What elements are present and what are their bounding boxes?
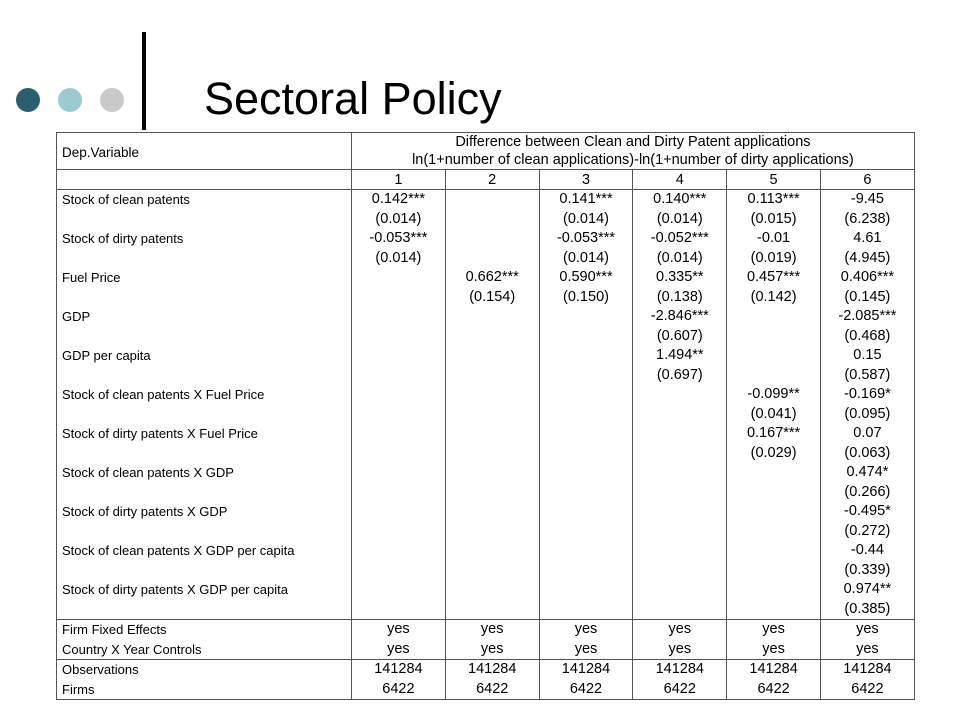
coefficient-cell: 0.113*** xyxy=(727,190,821,210)
coefficient-cell: -0.053*** xyxy=(539,229,633,249)
coefficient-cell: 0.335** xyxy=(633,268,727,288)
coefficient-cell xyxy=(539,346,633,366)
standard-error-cell xyxy=(445,210,539,230)
coefficient-cell xyxy=(633,580,727,600)
standard-error-cell: (0.607) xyxy=(633,327,727,347)
coefficient-cell xyxy=(539,580,633,600)
standard-error-label-blank xyxy=(57,483,352,503)
coefficient-cell: 0.457*** xyxy=(727,268,821,288)
coefficient-cell: -0.099** xyxy=(727,385,821,405)
control-value: yes xyxy=(727,640,821,660)
standard-error-row xyxy=(57,210,915,230)
coefficient-cell: 0.974** xyxy=(820,580,914,600)
coefficient-row xyxy=(57,229,915,249)
coefficient-cell: 0.167*** xyxy=(727,424,821,444)
stat-value: 6422 xyxy=(727,680,821,700)
standard-error-cell: (0.145) xyxy=(820,288,914,308)
standard-error-cell xyxy=(539,327,633,347)
stat-value: 141284 xyxy=(727,660,821,680)
variable-label: Fuel Price xyxy=(57,268,352,288)
standard-error-label-blank xyxy=(57,288,352,308)
stat-label: Observations xyxy=(57,660,352,680)
control-value: yes xyxy=(445,640,539,660)
coefficient-cell: -2.846*** xyxy=(633,307,727,327)
slide-bullet-dots xyxy=(16,88,128,112)
coefficient-cell: 0.142*** xyxy=(352,190,446,210)
coefficient-cell: -0.44 xyxy=(820,541,914,561)
standard-error-cell: (0.014) xyxy=(539,210,633,230)
stat-value: 141284 xyxy=(352,660,446,680)
variable-label: Stock of dirty patents X Fuel Price xyxy=(57,424,352,444)
variable-label: Stock of dirty patents xyxy=(57,229,352,249)
control-value: yes xyxy=(445,620,539,640)
variable-label: Stock of clean patents X GDP xyxy=(57,463,352,483)
coefficient-cell xyxy=(633,424,727,444)
column-number: 4 xyxy=(633,170,727,190)
standard-error-label-blank xyxy=(57,366,352,386)
coefficient-cell: 0.140*** xyxy=(633,190,727,210)
coefficient-cell: -9.45 xyxy=(820,190,914,210)
standard-error-row xyxy=(57,405,915,425)
standard-error-cell xyxy=(539,366,633,386)
standard-error-cell: (4.945) xyxy=(820,249,914,269)
stat-value: 6422 xyxy=(539,680,633,700)
variable-label: Stock of dirty patents X GDP xyxy=(57,502,352,522)
coefficient-row xyxy=(57,541,915,561)
slide-title: Sectoral Policy xyxy=(204,73,502,124)
standard-error-cell xyxy=(445,444,539,464)
coefficient-cell: 0.590*** xyxy=(539,268,633,288)
control-value: yes xyxy=(352,620,446,640)
standard-error-cell: (0.014) xyxy=(352,249,446,269)
control-value: yes xyxy=(727,620,821,640)
standard-error-cell xyxy=(352,288,446,308)
standard-error-cell: (0.014) xyxy=(539,249,633,269)
standard-error-cell: (0.041) xyxy=(727,405,821,425)
coefficient-cell: 0.406*** xyxy=(820,268,914,288)
coefficient-cell xyxy=(727,502,821,522)
standard-error-cell: (0.095) xyxy=(820,405,914,425)
stats-section xyxy=(57,660,915,700)
standard-error-cell xyxy=(352,522,446,542)
variable-label: Stock of clean patents X GDP per capita xyxy=(57,541,352,561)
stat-row xyxy=(57,680,915,700)
variables-section xyxy=(57,190,915,620)
standard-error-row xyxy=(57,444,915,464)
standard-error-cell xyxy=(445,405,539,425)
coefficient-cell xyxy=(539,385,633,405)
stat-value: 141284 xyxy=(445,660,539,680)
coefficient-cell xyxy=(445,229,539,249)
standard-error-cell: (0.063) xyxy=(820,444,914,464)
standard-error-cell xyxy=(445,366,539,386)
control-value: yes xyxy=(633,640,727,660)
standard-error-cell xyxy=(633,561,727,581)
coefficient-cell xyxy=(539,307,633,327)
coefficient-cell xyxy=(633,541,727,561)
standard-error-cell: (0.029) xyxy=(727,444,821,464)
standard-error-cell xyxy=(445,561,539,581)
coefficient-cell xyxy=(539,541,633,561)
light-teal-dot-icon xyxy=(58,88,82,112)
standard-error-cell xyxy=(539,522,633,542)
control-label: Country X Year Controls xyxy=(57,640,352,660)
header-line-2: ln(1+number of clean applications)-ln(1+number of dirty applications) xyxy=(352,151,915,170)
standard-error-cell xyxy=(633,444,727,464)
stat-value: 6422 xyxy=(633,680,727,700)
standard-error-label-blank xyxy=(57,327,352,347)
coefficient-cell xyxy=(727,580,821,600)
stat-value: 141284 xyxy=(539,660,633,680)
control-value: yes xyxy=(633,620,727,640)
coefficient-cell xyxy=(352,580,446,600)
stat-row xyxy=(57,660,915,680)
standard-error-cell: (0.019) xyxy=(727,249,821,269)
coefficient-cell: 4.61 xyxy=(820,229,914,249)
standard-error-cell xyxy=(539,600,633,620)
coefficient-cell xyxy=(445,463,539,483)
coefficient-cell xyxy=(445,346,539,366)
standard-error-cell: (0.014) xyxy=(352,210,446,230)
control-row xyxy=(57,640,915,660)
variable-label: GDP xyxy=(57,307,352,327)
control-value: yes xyxy=(539,640,633,660)
standard-error-cell xyxy=(352,483,446,503)
dep-variable-label: Dep.Variable xyxy=(57,133,352,170)
stat-label: Firms xyxy=(57,680,352,700)
coefficient-row xyxy=(57,580,915,600)
standard-error-cell: (0.587) xyxy=(820,366,914,386)
standard-error-cell: (0.385) xyxy=(820,600,914,620)
variable-label: GDP per capita xyxy=(57,346,352,366)
coefficient-cell: 0.15 xyxy=(820,346,914,366)
coefficient-cell: 1.494** xyxy=(633,346,727,366)
standard-error-cell xyxy=(352,561,446,581)
standard-error-cell: (0.468) xyxy=(820,327,914,347)
column-number-row xyxy=(57,170,915,190)
standard-error-label-blank xyxy=(57,444,352,464)
coefficient-cell: -0.052*** xyxy=(633,229,727,249)
coefficient-cell xyxy=(352,424,446,444)
standard-error-cell: (0.142) xyxy=(727,288,821,308)
standard-error-cell xyxy=(727,561,821,581)
coefficient-cell: 0.141*** xyxy=(539,190,633,210)
standard-error-row xyxy=(57,249,915,269)
coefficient-cell xyxy=(445,502,539,522)
standard-error-cell xyxy=(352,444,446,464)
standard-error-cell: (0.015) xyxy=(727,210,821,230)
coefficient-cell: 0.474* xyxy=(820,463,914,483)
coefficient-cell xyxy=(445,190,539,210)
column-number: 6 xyxy=(820,170,914,190)
standard-error-cell: (0.150) xyxy=(539,288,633,308)
teal-dot-icon xyxy=(16,88,40,112)
coefficient-cell: -0.169* xyxy=(820,385,914,405)
column-number: 3 xyxy=(539,170,633,190)
coefficient-row xyxy=(57,346,915,366)
stat-value: 141284 xyxy=(633,660,727,680)
standard-error-cell xyxy=(445,327,539,347)
column-number-blank xyxy=(57,170,352,190)
coefficient-row xyxy=(57,307,915,327)
coefficient-cell xyxy=(352,268,446,288)
standard-error-row xyxy=(57,327,915,347)
control-value: yes xyxy=(820,640,914,660)
coefficient-cell: 0.662*** xyxy=(445,268,539,288)
standard-error-cell xyxy=(727,366,821,386)
standard-error-cell: (0.014) xyxy=(633,210,727,230)
standard-error-cell xyxy=(445,522,539,542)
coefficient-cell: -0.495* xyxy=(820,502,914,522)
standard-error-cell xyxy=(352,405,446,425)
header-line-1: Difference between Clean and Dirty Patent applications xyxy=(352,133,915,152)
coefficient-cell xyxy=(352,502,446,522)
standard-error-cell xyxy=(445,600,539,620)
coefficient-cell xyxy=(445,385,539,405)
coefficient-cell: -2.085*** xyxy=(820,307,914,327)
variable-label: Stock of clean patents X Fuel Price xyxy=(57,385,352,405)
control-row xyxy=(57,620,915,640)
standard-error-cell xyxy=(445,483,539,503)
coefficient-cell xyxy=(352,346,446,366)
variable-label: Stock of clean patents xyxy=(57,190,352,210)
column-number: 2 xyxy=(445,170,539,190)
coefficient-row xyxy=(57,502,915,522)
coefficient-cell xyxy=(633,463,727,483)
coefficient-cell xyxy=(352,307,446,327)
standard-error-cell xyxy=(727,522,821,542)
control-value: yes xyxy=(539,620,633,640)
standard-error-cell xyxy=(539,483,633,503)
standard-error-cell: (0.339) xyxy=(820,561,914,581)
control-label: Firm Fixed Effects xyxy=(57,620,352,640)
standard-error-row xyxy=(57,366,915,386)
coefficient-cell xyxy=(445,580,539,600)
variable-label: Stock of dirty patents X GDP per capita xyxy=(57,580,352,600)
standard-error-cell xyxy=(633,483,727,503)
coefficient-cell xyxy=(539,424,633,444)
coefficient-row xyxy=(57,463,915,483)
standard-error-cell xyxy=(539,444,633,464)
standard-error-cell xyxy=(539,561,633,581)
gray-dot-icon xyxy=(100,88,124,112)
coefficient-cell xyxy=(633,385,727,405)
coefficient-cell xyxy=(445,541,539,561)
standard-error-row xyxy=(57,561,915,581)
standard-error-row xyxy=(57,522,915,542)
coefficient-cell xyxy=(727,541,821,561)
coefficient-cell xyxy=(539,502,633,522)
coefficient-row xyxy=(57,385,915,405)
controls-section xyxy=(57,620,915,660)
standard-error-cell xyxy=(445,249,539,269)
control-value: yes xyxy=(820,620,914,640)
standard-error-cell xyxy=(727,483,821,503)
standard-error-cell xyxy=(539,405,633,425)
coefficient-cell xyxy=(727,463,821,483)
coefficient-cell: -0.01 xyxy=(727,229,821,249)
control-value: yes xyxy=(352,640,446,660)
standard-error-cell xyxy=(633,522,727,542)
coefficient-row xyxy=(57,424,915,444)
standard-error-cell: (0.697) xyxy=(633,366,727,386)
standard-error-row xyxy=(57,600,915,620)
standard-error-cell: (0.266) xyxy=(820,483,914,503)
coefficient-cell xyxy=(445,424,539,444)
standard-error-label-blank xyxy=(57,522,352,542)
coefficient-row xyxy=(57,268,915,288)
stat-value: 6422 xyxy=(352,680,446,700)
coefficient-cell xyxy=(727,307,821,327)
standard-error-cell: (0.138) xyxy=(633,288,727,308)
coefficient-cell: -0.053*** xyxy=(352,229,446,249)
coefficient-cell xyxy=(633,502,727,522)
standard-error-label-blank xyxy=(57,249,352,269)
standard-error-label-blank xyxy=(57,405,352,425)
column-number: 5 xyxy=(727,170,821,190)
standard-error-label-blank xyxy=(57,210,352,230)
standard-error-cell xyxy=(633,405,727,425)
coefficient-cell xyxy=(352,541,446,561)
standard-error-cell: (0.272) xyxy=(820,522,914,542)
coefficient-cell xyxy=(352,385,446,405)
column-number: 1 xyxy=(352,170,446,190)
standard-error-row xyxy=(57,483,915,503)
title-divider xyxy=(142,32,146,130)
standard-error-cell xyxy=(352,327,446,347)
standard-error-cell: (6.238) xyxy=(820,210,914,230)
coefficient-cell xyxy=(352,463,446,483)
standard-error-cell xyxy=(727,327,821,347)
coefficient-cell xyxy=(727,346,821,366)
coefficient-row xyxy=(57,190,915,210)
standard-error-cell: (0.154) xyxy=(445,288,539,308)
standard-error-cell xyxy=(727,600,821,620)
standard-error-cell xyxy=(352,600,446,620)
coefficient-cell: 0.07 xyxy=(820,424,914,444)
stat-value: 6422 xyxy=(820,680,914,700)
standard-error-cell xyxy=(352,366,446,386)
standard-error-cell xyxy=(633,600,727,620)
standard-error-row xyxy=(57,288,915,308)
standard-error-label-blank xyxy=(57,600,352,620)
regression-table xyxy=(56,132,915,700)
standard-error-label-blank xyxy=(57,561,352,581)
coefficient-cell xyxy=(539,463,633,483)
stat-value: 141284 xyxy=(820,660,914,680)
standard-error-cell: (0.014) xyxy=(633,249,727,269)
stat-value: 6422 xyxy=(445,680,539,700)
coefficient-cell xyxy=(445,307,539,327)
